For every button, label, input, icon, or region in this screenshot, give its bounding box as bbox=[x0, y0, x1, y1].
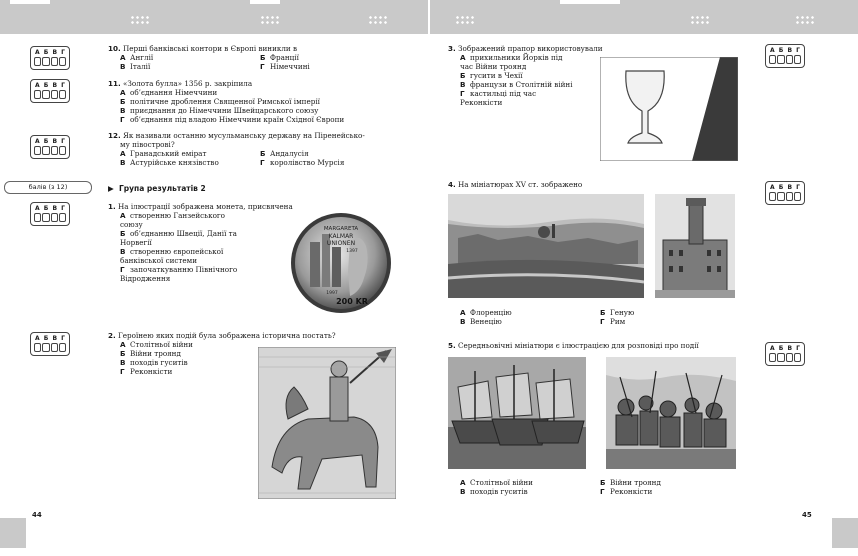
question-text: Середньовічні мініатюри є ілюстрацією для розповіді про події bbox=[458, 341, 699, 350]
answer-cell[interactable] bbox=[51, 343, 58, 352]
corner-block-left bbox=[0, 518, 26, 548]
option: В Італії bbox=[120, 62, 151, 71]
option: Б Війни троянд bbox=[120, 349, 181, 358]
answer-cell[interactable] bbox=[769, 353, 776, 362]
coin-text: 1397 bbox=[346, 249, 358, 254]
option: Г об’єднання під владою Німеччини країн Східної Європи bbox=[120, 115, 345, 124]
option: Б гусити в Чехії bbox=[460, 71, 523, 80]
band-dots bbox=[130, 15, 150, 25]
question-text: Перші банківські контори в Європі виникли в bbox=[123, 44, 298, 53]
answer-cell[interactable] bbox=[51, 57, 58, 66]
band-dash bbox=[560, 0, 620, 4]
question-text: му півострові? bbox=[120, 140, 175, 149]
answer-cell[interactable] bbox=[769, 192, 776, 201]
answer-cell[interactable] bbox=[42, 213, 49, 222]
option: А прихильники Йорків під час Війни троянд bbox=[460, 53, 563, 71]
answer-cell[interactable] bbox=[42, 343, 49, 352]
group-question-2: 2. Героїнею яких подій була зображена історична постать? А Столітньої війни Б Війни троянд В походів гуситів Г Реконкісти bbox=[108, 331, 408, 376]
answer-cell[interactable] bbox=[794, 353, 801, 362]
option: В приєднання до Німеччини Швейцарського союзу bbox=[120, 106, 319, 115]
band-dash bbox=[10, 0, 50, 4]
answer-cell[interactable] bbox=[34, 146, 41, 155]
option: В створенню європейської банківської системи bbox=[120, 247, 224, 265]
page-number-right: 45 bbox=[802, 511, 812, 519]
option: А Флоренцію bbox=[460, 308, 512, 317]
option: В походів гуситів bbox=[120, 358, 188, 367]
option: Б об’єднанню Швеції, Данії та Норвегії bbox=[120, 229, 237, 247]
question-text: Героїнею яких подій була зображена історична постать? bbox=[118, 331, 336, 340]
option: А створенню Ганзейського союзу bbox=[120, 211, 226, 229]
answer-cell[interactable] bbox=[786, 353, 793, 362]
option: В Венецію bbox=[460, 317, 502, 326]
question-11: 11. «Золота булла» 1356 р. закріпила А об’єднання Німеччини Б політичне дроблення Священної Римської імперії В приєднання до Німеччини Швейцарського союзу Г об’єднання під владою Німеччини країн Східної Європи bbox=[108, 79, 408, 124]
answer-cell[interactable] bbox=[59, 57, 66, 66]
option: А Столітньої війни bbox=[120, 340, 193, 349]
score-field[interactable]: балів (з 12) bbox=[4, 181, 92, 194]
chalice-flag-image bbox=[600, 57, 738, 161]
option: Г Рим bbox=[600, 317, 626, 326]
option: Г започаткуванню Північного Відродження bbox=[120, 265, 238, 283]
answer-cell[interactable] bbox=[777, 353, 784, 362]
answer-cell[interactable] bbox=[34, 90, 41, 99]
answer-cell[interactable] bbox=[34, 57, 41, 66]
option: В Астурійське князівство bbox=[120, 158, 219, 167]
band-dots bbox=[690, 15, 710, 25]
palazzo-image bbox=[655, 194, 735, 298]
option: Б Війни троянд bbox=[600, 478, 661, 487]
page-number-left: 44 bbox=[32, 511, 42, 519]
answer-box[interactable]: А Б В Г bbox=[765, 44, 805, 68]
answer-cell[interactable] bbox=[42, 57, 49, 66]
triangle-icon: ▶ bbox=[108, 184, 114, 193]
coin-text: KALMAR bbox=[328, 233, 354, 240]
answer-cell[interactable] bbox=[59, 343, 66, 352]
option: А Гранадський емірат bbox=[120, 149, 207, 158]
question-5: 5. Середньовічні мініатюри є ілюстрацією для розповіді про події bbox=[448, 341, 699, 350]
band-dots bbox=[455, 15, 475, 25]
band-dots bbox=[795, 15, 815, 25]
answer-box[interactable]: А Б В Г bbox=[30, 332, 70, 356]
city-panorama-image bbox=[448, 194, 644, 298]
band-dash bbox=[250, 0, 280, 4]
question-text: «Золота булла» 1356 р. закріпила bbox=[123, 79, 253, 88]
knight-engraving-image bbox=[258, 347, 396, 499]
option: А об’єднання Німеччини bbox=[120, 88, 218, 97]
coin-image bbox=[290, 212, 392, 314]
question-text: На ілюстрації зображена монета, присвячена bbox=[118, 202, 293, 211]
answer-box[interactable]: А Б В Г bbox=[30, 135, 70, 159]
answer-cell[interactable] bbox=[786, 55, 793, 64]
answer-box[interactable]: А Б В Г bbox=[30, 202, 70, 226]
battle-miniature-image bbox=[606, 357, 736, 469]
top-band bbox=[0, 0, 858, 34]
ships-miniature-image bbox=[448, 357, 586, 469]
option: А Столітньої війни bbox=[460, 478, 533, 487]
answer-cell[interactable] bbox=[42, 146, 49, 155]
question-5-options bbox=[460, 478, 740, 496]
answer-cell[interactable] bbox=[51, 90, 58, 99]
question-4: 4. На мініатюрах XV ст. зображено bbox=[448, 180, 583, 189]
answer-cell[interactable] bbox=[34, 213, 41, 222]
coin-text: 200 KR bbox=[336, 297, 368, 306]
option: Б Андалусія bbox=[260, 149, 309, 158]
answer-cell[interactable] bbox=[777, 55, 784, 64]
answer-cell[interactable] bbox=[34, 343, 41, 352]
answer-cell[interactable] bbox=[794, 192, 801, 201]
answer-cell[interactable] bbox=[42, 90, 49, 99]
answer-box[interactable]: А Б В Г bbox=[765, 342, 805, 366]
option: Г Німеччині bbox=[260, 62, 310, 71]
answer-box[interactable]: А Б В Г bbox=[30, 79, 70, 103]
option: В походів гуситів bbox=[460, 487, 528, 496]
option: Г кастильці під час Реконкісти bbox=[460, 89, 537, 107]
answer-cell[interactable] bbox=[59, 146, 66, 155]
question-10: 10. Перші банківські контори в Європі виникли в А Англії Б Франції В Італії Г Німеччині bbox=[108, 44, 408, 71]
question-3: 3. Зображений прапор використовували А прихильники Йорків під час Війни троянд Б гусити в Чехії В французи в Столітній війні Г кастильці під час Реконкісти bbox=[448, 44, 603, 107]
answer-cell[interactable] bbox=[59, 90, 66, 99]
question-text: Зображений прапор використовували bbox=[458, 44, 603, 53]
option: Б Франції bbox=[260, 53, 299, 62]
answer-cell[interactable] bbox=[777, 192, 784, 201]
option: А Англії bbox=[120, 53, 154, 62]
group-question-1: 1. На ілюстрації зображена монета, присвячена А створенню Ганзейського союзу Б об’єднанню Швеції, Данії та Норвегії В створенню європейської банківської системи Г започаткуванню Північного Відродження bbox=[108, 202, 293, 283]
option: Б Геную bbox=[600, 308, 635, 317]
group-title: ▶ Група результатів 2 bbox=[108, 184, 206, 193]
answer-box[interactable]: А Б В Г bbox=[30, 46, 70, 70]
answer-cell[interactable] bbox=[769, 55, 776, 64]
question-text: Як називали останню мусульманську державу на Піренейсько- bbox=[123, 131, 365, 140]
option: Г Реконкісти bbox=[120, 367, 173, 376]
option: Г Реконкісти bbox=[600, 487, 653, 496]
band-dots bbox=[368, 15, 388, 25]
band-dots bbox=[260, 15, 280, 25]
coin-text: MARGARETA bbox=[323, 226, 359, 232]
answer-cell[interactable] bbox=[786, 192, 793, 201]
question-4-options bbox=[460, 308, 740, 326]
option: Г королівство Мурсія bbox=[260, 158, 345, 167]
page-gutter bbox=[428, 0, 430, 34]
answer-cell[interactable] bbox=[59, 213, 66, 222]
answer-box[interactable]: А Б В Г bbox=[765, 181, 805, 205]
coin-text: 1997 bbox=[326, 291, 338, 296]
question-12: 12. Як називали останню мусульманську державу на Піренейсько- му півострові? А Гранадський емірат Б Андалусія В Астурійське князівство Г королівство Мурсія bbox=[108, 131, 408, 167]
option: В французи в Столітній війні bbox=[460, 80, 573, 89]
answer-cell[interactable] bbox=[51, 146, 58, 155]
corner-block-right bbox=[832, 518, 858, 548]
coin-text: UNIONEN bbox=[326, 240, 356, 247]
question-text: На мініатюрах XV ст. зображено bbox=[458, 180, 583, 189]
option: Б політичне дроблення Священної Римської імперії bbox=[120, 97, 320, 106]
answer-cell[interactable] bbox=[51, 213, 58, 222]
answer-cell[interactable] bbox=[794, 55, 801, 64]
